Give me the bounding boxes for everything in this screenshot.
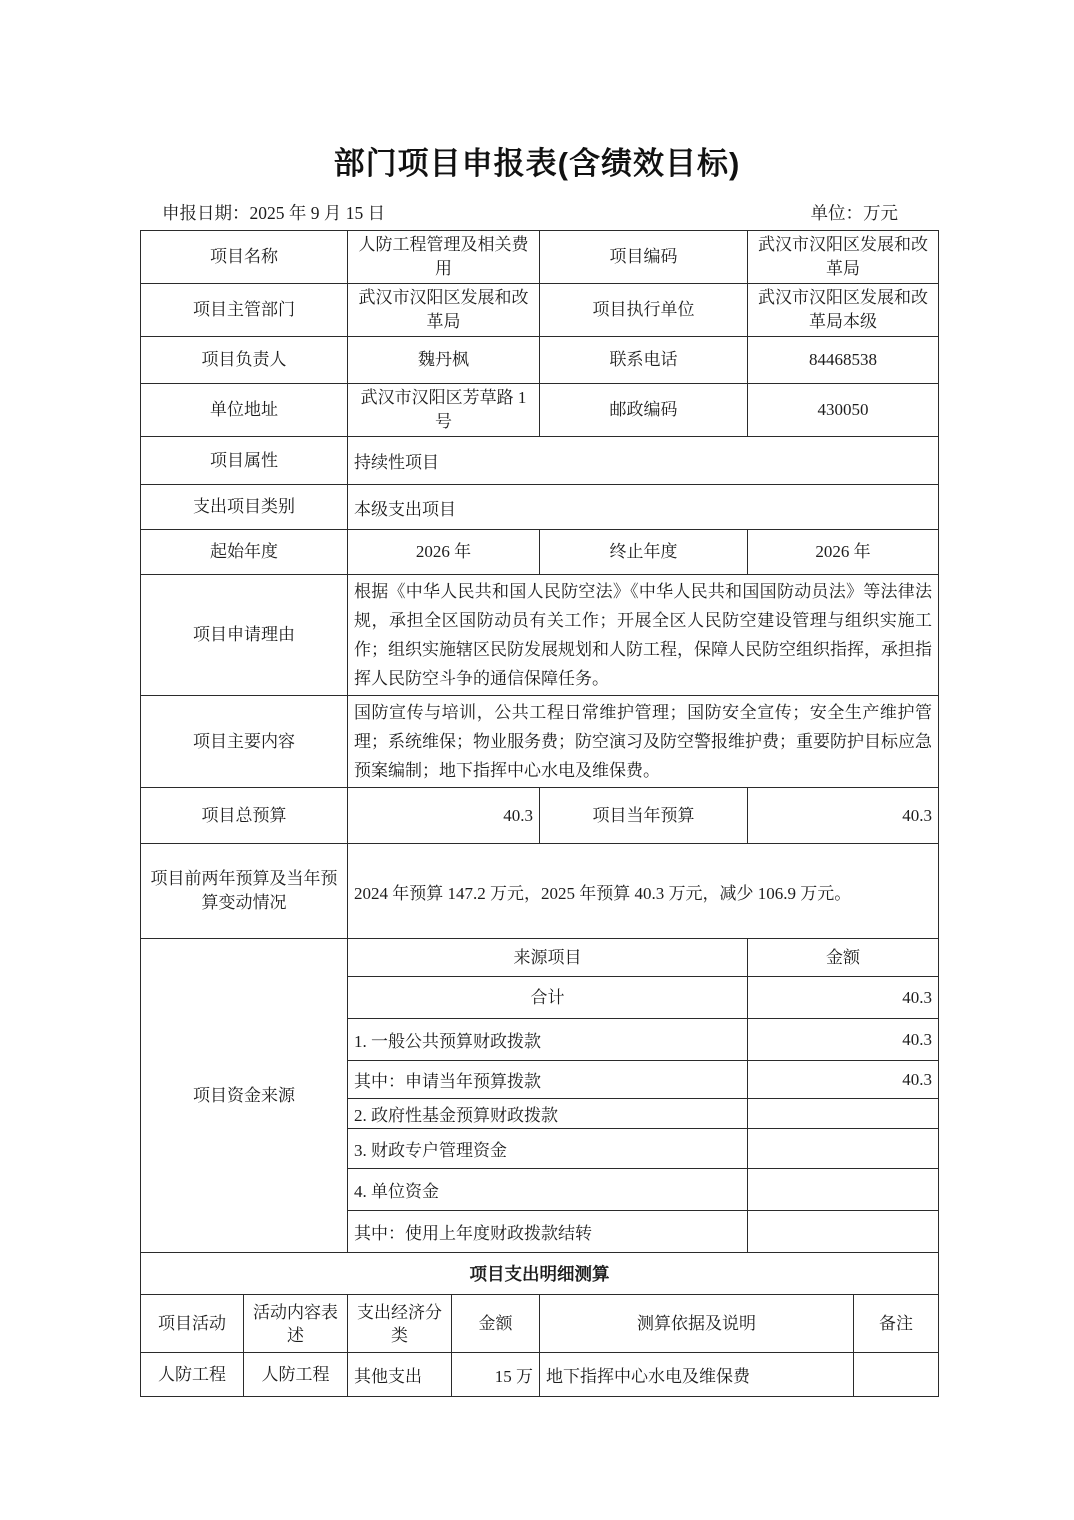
detail-header-amount: 金额 — [452, 1295, 540, 1353]
value-project-code: 武汉市汉阳区发展和改革局 — [748, 231, 939, 284]
table-row — [141, 788, 939, 844]
table-row — [141, 530, 939, 575]
detail-basis: 地下指挥中心水电及维保费 — [540, 1353, 854, 1397]
value-supervisor-dept: 武汉市汉阳区发展和改革局 — [348, 284, 540, 337]
declare-date: 申报日期：2025 年 9 月 15 日 — [162, 203, 386, 223]
label-main-content: 项目主要内容 — [141, 696, 348, 788]
value-phone: 84468538 — [748, 337, 939, 384]
label-end-year: 终止年度 — [540, 530, 748, 575]
table-row — [141, 939, 939, 977]
value-start-year: 2026 年 — [348, 530, 540, 575]
detail-header-expense-class: 支出经济分类 — [348, 1295, 452, 1353]
label-phone: 联系电话 — [540, 337, 748, 384]
project-declaration-table — [140, 230, 939, 1397]
value-executor-unit: 武汉市汉阳区发展和改革局本级 — [748, 284, 939, 337]
detail-activity: 人防工程 — [141, 1353, 244, 1397]
label-address: 单位地址 — [141, 384, 348, 437]
funding-amount-fiscal-account — [748, 1129, 939, 1169]
value-leader: 魏丹枫 — [348, 337, 540, 384]
label-start-year: 起始年度 — [141, 530, 348, 575]
table-row — [141, 844, 939, 939]
label-apply-reason: 项目申请理由 — [141, 575, 348, 696]
value-project-name: 人防工程管理及相关费用 — [348, 231, 540, 284]
funding-header-source: 来源项目 — [348, 939, 748, 977]
value-prev-budget: 2024 年预算 147.2 万元，2025 年预算 40.3 万元，减少 106.9 万元。 — [348, 844, 939, 939]
funding-source-current-year: 其中：申请当年预算拨款 — [348, 1061, 748, 1099]
table-row — [141, 1253, 939, 1295]
funding-source-unit-fund: 4. 单位资金 — [348, 1169, 748, 1211]
detail-header-activity: 项目活动 — [141, 1295, 244, 1353]
funding-amount-gov-fund — [748, 1099, 939, 1129]
value-total-budget: 40.3 — [348, 788, 540, 844]
value-main-content: 国防宣传与培训，公共工程日常维护管理；国防安全宣传；安全生产维护管理；系统维保；物业服务费；防空演习及防空警报维护费；重要防护目标应急预案编制；地下指挥中心水电及维保费。 — [348, 696, 939, 788]
value-address: 武汉市汉阳区芳草路 1 号 — [348, 384, 540, 437]
detail-amount: 15 万 — [452, 1353, 540, 1397]
value-apply-reason: 根据《中华人民共和国人民防空法》《中华人民共和国国防动员法》等法律法规，承担全区国防动员有关工作；开展全区人民防空建设管理与组织实施工作；组织实施辖区民防发展规划和人防工程，保障人民防空组织指挥，承担指挥人民防空斗争的通信保障任务。 — [348, 575, 939, 696]
value-postcode: 430050 — [748, 384, 939, 437]
label-supervisor-dept: 项目主管部门 — [141, 284, 348, 337]
table-row — [141, 337, 939, 384]
detail-section-title: 项目支出明细测算 — [141, 1253, 939, 1295]
table-row — [141, 696, 939, 788]
label-executor-unit: 项目执行单位 — [540, 284, 748, 337]
value-current-budget: 40.3 — [748, 788, 939, 844]
funding-amount-general-budget: 40.3 — [748, 1019, 939, 1061]
label-postcode: 邮政编码 — [540, 384, 748, 437]
detail-header-basis: 测算依据及说明 — [540, 1295, 854, 1353]
label-project-name: 项目名称 — [141, 231, 348, 284]
meta-row — [140, 202, 938, 224]
funding-source-general-budget: 1. 一般公共预算财政拨款 — [348, 1019, 748, 1061]
funding-amount-unit-fund — [748, 1169, 939, 1211]
unit-label: 单位：万元 — [810, 203, 898, 223]
table-row — [141, 384, 939, 437]
label-leader: 项目负责人 — [141, 337, 348, 384]
page-title: 部门项目申报表(含绩效目标) — [333, 146, 741, 181]
table-row — [141, 1295, 939, 1353]
value-expense-type: 本级支出项目 — [348, 485, 939, 530]
detail-remark — [854, 1353, 939, 1397]
funding-source-total: 合计 — [348, 977, 748, 1019]
table-row — [141, 231, 939, 284]
detail-expense-class: 其他支出 — [348, 1353, 452, 1397]
value-attribute: 持续性项目 — [348, 437, 939, 485]
funding-source-carryover: 其中：使用上年度财政拨款结转 — [348, 1211, 748, 1253]
table-row — [141, 437, 939, 485]
label-funding-source: 项目资金来源 — [141, 939, 348, 1253]
label-total-budget: 项目总预算 — [141, 788, 348, 844]
label-prev-budget: 项目前两年预算及当年预算变动情况 — [141, 844, 348, 939]
detail-data-row — [141, 1353, 939, 1397]
funding-amount-carryover — [748, 1211, 939, 1253]
label-project-code: 项目编码 — [540, 231, 748, 284]
table-row — [141, 485, 939, 530]
funding-header-amount: 金额 — [748, 939, 939, 977]
funding-amount-current-year: 40.3 — [748, 1061, 939, 1099]
funding-source-gov-fund: 2. 政府性基金预算财政拨款 — [348, 1099, 748, 1129]
value-end-year: 2026 年 — [748, 530, 939, 575]
label-attribute: 项目属性 — [141, 437, 348, 485]
table-row — [141, 575, 939, 696]
detail-activity-desc: 人防工程 — [244, 1353, 348, 1397]
label-expense-type: 支出项目类别 — [141, 485, 348, 530]
funding-amount-total: 40.3 — [748, 977, 939, 1019]
table-row — [141, 284, 939, 337]
funding-source-fiscal-account: 3. 财政专户管理资金 — [348, 1129, 748, 1169]
detail-header-activity-desc: 活动内容表述 — [244, 1295, 348, 1353]
label-current-budget: 项目当年预算 — [540, 788, 748, 844]
detail-header-remark: 备注 — [854, 1295, 939, 1353]
